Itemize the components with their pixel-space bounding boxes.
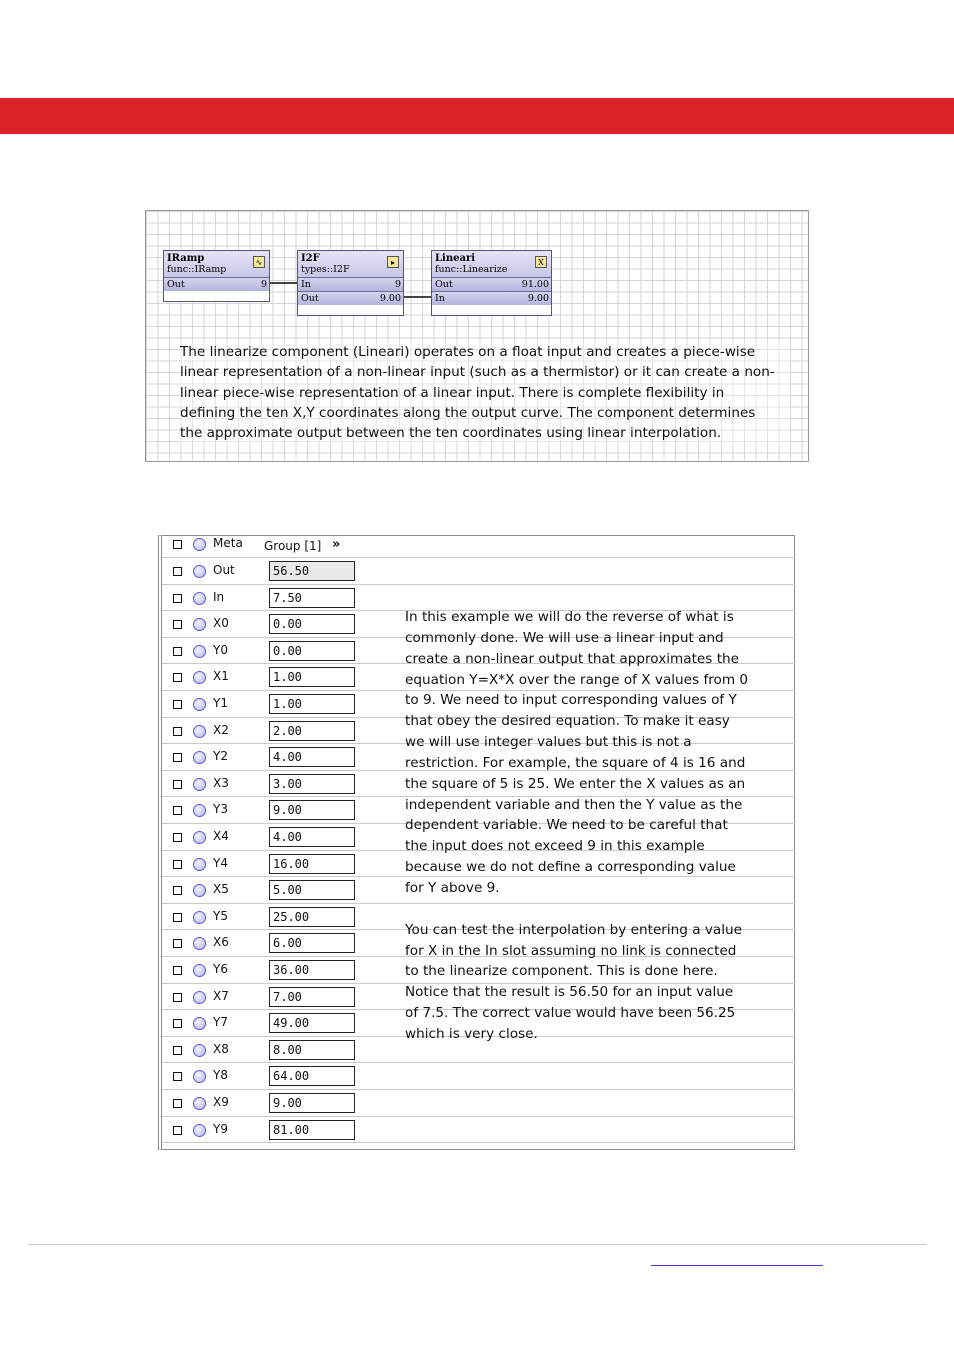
slot-value-field[interactable]: 7.00 <box>269 987 355 1007</box>
slot-label: Y4 <box>213 855 228 870</box>
slot-value-field[interactable]: 16.00 <box>269 854 355 874</box>
slot-label: X3 <box>213 775 229 790</box>
header-red-band <box>0 98 954 134</box>
slot-status-icon <box>193 725 206 738</box>
note-line: independent variable and then the Y value as the <box>405 796 743 813</box>
note-line: the input does not exceed 9 in this example <box>405 838 705 855</box>
slot-label: Out <box>435 279 453 290</box>
checkbox[interactable] <box>173 647 182 656</box>
slot-status-icon <box>193 751 206 764</box>
slot-status-icon <box>193 645 206 658</box>
slot-row-out[interactable] <box>164 277 269 291</box>
slot-value-field[interactable]: 1.00 <box>269 694 355 714</box>
slot-value-field[interactable]: 25.00 <box>269 907 355 927</box>
wiresheet-figure <box>145 210 809 462</box>
slot-label: X0 <box>213 616 229 631</box>
slot-value-field[interactable]: 4.00 <box>269 827 355 847</box>
slot-value-field[interactable]: 8.00 <box>269 1040 355 1060</box>
slot-label: In <box>435 293 445 304</box>
slot-label: Y5 <box>213 908 228 923</box>
slot-row-out[interactable] <box>298 291 403 305</box>
slot-label: Y0 <box>213 642 228 657</box>
slot-value: 9 <box>394 279 401 290</box>
checkbox[interactable] <box>173 673 182 682</box>
checkbox[interactable] <box>173 1046 182 1055</box>
slot-label: X5 <box>213 882 229 897</box>
description-line: The linearize component (Lineari) operates on a float input and creates a piece-wise <box>180 344 756 360</box>
slot-status-icon <box>193 698 206 711</box>
slot-label: Y8 <box>213 1068 228 1083</box>
checkbox[interactable] <box>173 620 182 629</box>
checkbox[interactable] <box>173 806 182 815</box>
slot-label: Out <box>301 293 319 304</box>
component-name: IRamp <box>167 253 205 264</box>
slot-label: Out <box>167 279 185 290</box>
slot-value: 9 <box>260 279 267 290</box>
ramp-icon: ∿ <box>253 256 265 268</box>
slot-value-field[interactable]: 3.00 <box>269 774 355 794</box>
note-line: commonly done. We will use a linear input and <box>405 629 724 646</box>
description-line: defining the ten X,Y coordinates along the output curve. The component determines <box>180 404 756 421</box>
slot-label: In <box>301 279 311 290</box>
component-type: func::IRamp <box>167 264 227 275</box>
footer-rule <box>28 1244 926 1245</box>
slot-row-y8 <box>162 1063 795 1090</box>
slot-label: X2 <box>213 722 229 737</box>
slot-status-icon <box>193 964 206 977</box>
checkbox[interactable] <box>173 1099 182 1108</box>
link-wire[interactable] <box>270 282 297 284</box>
checkbox[interactable] <box>173 966 182 975</box>
example-note <box>405 607 785 1045</box>
component-name: I2F <box>301 253 320 264</box>
slot-value: 9.00 <box>527 293 549 304</box>
note-line: which is very close. <box>405 1025 538 1042</box>
component-name: Lineari <box>435 253 476 264</box>
slot-value-field[interactable]: 7.50 <box>269 588 355 608</box>
slot-value-field[interactable]: 0.00 <box>269 641 355 661</box>
checkbox[interactable] <box>173 780 182 789</box>
note-line: of 7.5. The correct value would have been 56.25 <box>405 1005 736 1022</box>
slot-status-icon <box>193 831 206 844</box>
slot-label: X6 <box>213 935 229 950</box>
slot-label: X4 <box>213 829 229 843</box>
note-line: In this example we will do the reverse of what is <box>405 609 734 625</box>
component-lineari[interactable] <box>431 250 552 316</box>
link-wire[interactable] <box>404 296 431 298</box>
slot-value-field[interactable]: 56.50 <box>269 561 355 581</box>
checkbox[interactable] <box>173 727 182 736</box>
component-iramp[interactable] <box>163 250 270 302</box>
note-line: You can test the interpolation by entering a value <box>405 921 743 938</box>
slot-status-icon <box>193 884 206 897</box>
slot-status-icon <box>193 592 206 605</box>
slot-status-icon <box>193 1017 206 1030</box>
slot-label: Y3 <box>213 802 228 817</box>
expand-chevron-icon[interactable]: » <box>332 537 341 552</box>
description-line: linear representation of a non-linear input (such as a thermistor) or it can create a non- <box>180 364 775 381</box>
checkbox[interactable] <box>173 993 182 1002</box>
note-line: the square of 5 is 25. We enter the X values as an <box>405 775 746 792</box>
component-type: func::Linearize <box>435 264 508 275</box>
group-label: Group [1] <box>264 539 322 553</box>
note-line: that obey the desired equation. To make it easy <box>405 713 730 730</box>
slot-label: Y9 <box>213 1121 228 1136</box>
component-type: types::I2F <box>301 264 350 275</box>
note-line: because we do not define a corresponding value <box>405 859 736 876</box>
property-sheet <box>158 535 795 1150</box>
footer-link-underline[interactable] <box>651 1265 823 1266</box>
note-line: for Y above 9. <box>405 879 500 896</box>
slot-status-icon <box>193 565 206 578</box>
convert-icon: ▸ <box>387 256 399 268</box>
linearize-icon: X <box>535 256 547 268</box>
slot-value-field[interactable]: 36.00 <box>269 960 355 980</box>
note-line: we will use integer values but this is not a <box>405 734 692 751</box>
slot-status-icon <box>193 858 206 871</box>
slot-row-out <box>162 558 795 585</box>
slot-label: Y6 <box>213 962 228 976</box>
note-line: equation Y=X*X over the range of X values from 0 <box>405 671 749 688</box>
checkbox[interactable] <box>173 594 182 603</box>
checkbox[interactable] <box>173 860 182 869</box>
slot-value: 91.00 <box>521 279 549 290</box>
slot-status-icon <box>193 1044 206 1057</box>
figure-description <box>180 342 790 443</box>
slot-row-y9 <box>162 1117 795 1144</box>
slot-label: X8 <box>213 1041 229 1056</box>
slot-status-icon <box>193 618 206 631</box>
slot-status-icon <box>193 804 206 817</box>
slot-label: X9 <box>213 1095 229 1109</box>
slot-label: Y7 <box>213 1015 228 1030</box>
checkbox[interactable] <box>173 567 182 576</box>
note-line: to the linearize component. This is done here. <box>405 963 718 980</box>
slot-row-x9 <box>162 1090 795 1117</box>
slot-label: In <box>213 589 225 604</box>
slot-value-field[interactable]: 0.00 <box>269 614 355 634</box>
component-i2f[interactable] <box>297 250 404 316</box>
slot-value-field[interactable]: 6.00 <box>269 933 355 953</box>
slot-value-field[interactable]: 4.00 <box>269 747 355 767</box>
meta-row <box>162 536 795 558</box>
slot-status-icon <box>193 538 206 551</box>
checkbox[interactable] <box>173 886 182 895</box>
slot-status-icon <box>193 911 206 924</box>
note-line: for X in the In slot assuming no link is connected <box>405 942 737 959</box>
checkbox[interactable] <box>173 1019 182 1028</box>
note-line: to 9. We need to input corresponding values of Y <box>405 692 737 709</box>
slot-label: Y2 <box>213 749 228 764</box>
slot-status-icon <box>193 1070 206 1083</box>
slot-label: Out <box>213 563 235 577</box>
checkbox[interactable] <box>173 700 182 709</box>
slot-value-field[interactable]: 2.00 <box>269 721 355 741</box>
slot-value: 9.00 <box>379 293 401 304</box>
note-line: restriction. For example, the square of 4 is 16 and <box>405 754 746 771</box>
slot-value-field[interactable]: 9.00 <box>269 1093 355 1113</box>
slot-value-field[interactable]: 49.00 <box>269 1013 355 1033</box>
checkbox[interactable] <box>173 753 182 762</box>
slot-label: Y1 <box>213 696 228 710</box>
checkbox[interactable] <box>173 939 182 948</box>
slot-label: X7 <box>213 988 229 1003</box>
note-line: create a non-linear output that approximates the <box>405 650 740 667</box>
description-line: linear piece-wise representation of a linear input. There is complete flexibility in <box>180 384 725 401</box>
description-line: the approximate output between the ten coordinates using linear interpolation. <box>180 425 722 442</box>
note-line: dependent variable. We need to be careful that <box>405 817 728 834</box>
slot-value-field[interactable]: 5.00 <box>269 880 355 900</box>
slot-row-out[interactable] <box>432 277 551 291</box>
checkbox[interactable] <box>173 833 182 842</box>
slot-value-field[interactable]: 64.00 <box>269 1066 355 1086</box>
slot-row-in[interactable] <box>432 291 551 305</box>
slot-label: X1 <box>213 669 229 684</box>
slot-label: Meta <box>213 536 243 550</box>
slot-status-icon <box>193 991 206 1004</box>
checkbox[interactable] <box>173 1126 182 1135</box>
slot-status-icon <box>193 671 206 684</box>
slot-status-icon <box>193 1124 206 1137</box>
slot-row-in[interactable] <box>298 277 403 291</box>
slot-status-icon <box>193 778 206 791</box>
checkbox[interactable] <box>173 913 182 922</box>
slot-value-field[interactable]: 9.00 <box>269 800 355 820</box>
checkbox[interactable] <box>173 540 182 549</box>
slot-value-field[interactable]: 1.00 <box>269 667 355 687</box>
slot-status-icon <box>193 937 206 950</box>
slot-value-field[interactable]: 81.00 <box>269 1120 355 1140</box>
note-line: Notice that the result is 56.50 for an input value <box>405 984 734 1001</box>
slot-status-icon <box>193 1097 206 1110</box>
checkbox[interactable] <box>173 1072 182 1081</box>
